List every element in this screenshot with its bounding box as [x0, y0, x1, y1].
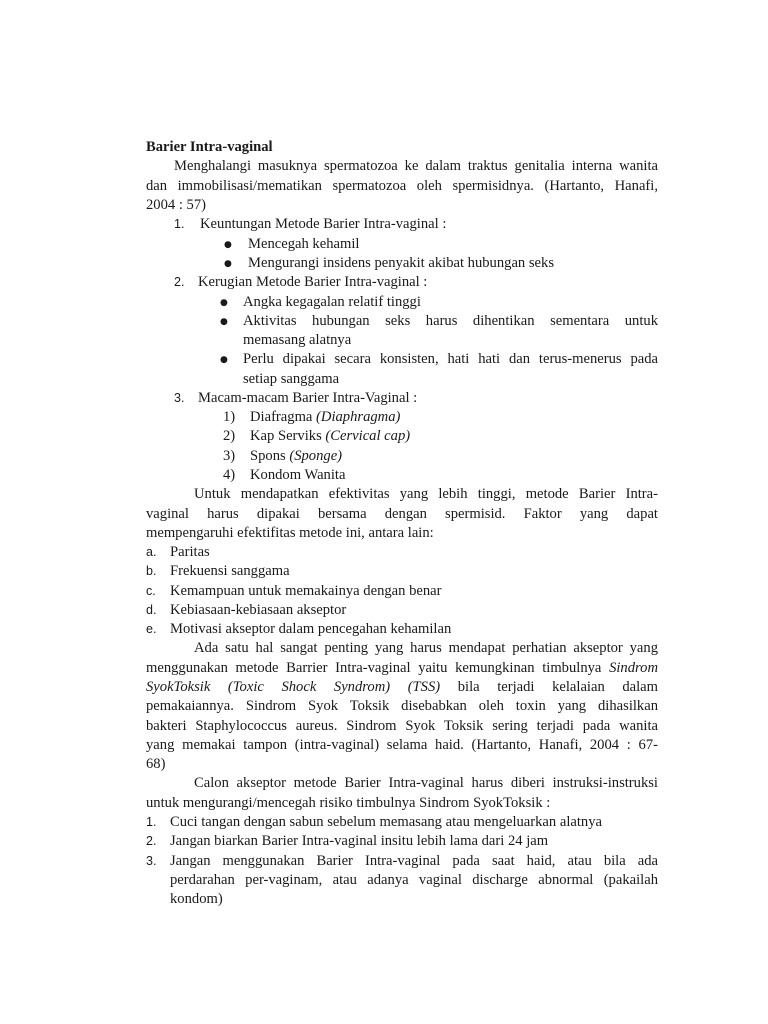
- list-item: Mengurangi insidens penyakit akibat hubungan seks: [248, 255, 555, 271]
- instruction-item-continuation: kondom): [170, 891, 223, 907]
- section2-title: Kerugian Metode Barier Intra-vaginal :: [198, 274, 428, 290]
- instruction-item: Cuci tangan dengan sabun sebelum memasang atau mengeluarkan alatnya: [170, 814, 602, 830]
- factor-item: Paritas: [170, 544, 210, 560]
- instruction-marker: 2.: [146, 834, 157, 848]
- bullet-icon: ●: [220, 355, 228, 365]
- paragraph-line: menggunakan metode Barrier Intra-vaginal yaitu kemungkinan timbulnya Sindrom: [146, 660, 658, 676]
- factor-item: Kemampuan untuk memakainya dengan benar: [170, 583, 442, 599]
- bullet-icon: ●: [224, 240, 232, 250]
- instruction-item-continuation: perdarahan per-vaginam, atau adanya vaginal discharge abnormal (pakailah: [170, 872, 658, 888]
- section3-number: 3.: [174, 391, 185, 405]
- list-item: Aktivitas hubungan seks harus dihentikan sementara untuk: [243, 313, 658, 329]
- heading: Barier Intra-vaginal: [146, 139, 273, 155]
- section2-number: 2.: [174, 275, 185, 289]
- list-item: Angka kegagalan relatif tinggi: [243, 294, 421, 310]
- numbered-item-marker: 2): [223, 428, 236, 444]
- numbered-item: Diafragma (Diaphragma): [250, 409, 401, 425]
- instruction-item: Jangan menggunakan Barier Intra-vaginal pada saat haid, atau bila ada: [170, 853, 658, 869]
- section1-number: 1.: [174, 217, 185, 231]
- factor-marker: a.: [146, 545, 157, 559]
- paragraph-line: bakteri Staphylococcus aureus. Sindrom Syok Toksik sering terjadi pada wanita: [146, 718, 658, 734]
- paragraph-line: 68): [146, 756, 166, 772]
- paragraph-line: yang memakai tampon (intra-vaginal) selama haid. (Hartanto, Hanafi, 2004 : 67-: [146, 737, 658, 753]
- paragraph-line: untuk mengurangi/mencegah risiko timbulnya Sindrom SyokToksik :: [146, 795, 551, 811]
- instruction-marker: 1.: [146, 815, 157, 829]
- list-item-continuation: memasang alatnya: [243, 332, 352, 348]
- paragraph-line: Untuk mendapatkan efektivitas yang lebih tinggi, metode Barier Intra-: [194, 486, 658, 502]
- paragraph-line: vaginal harus dipakai bersama dengan spermisid. Faktor yang dapat: [146, 506, 658, 522]
- paragraph-line: mempengaruhi efektifitas metode ini, antara lain:: [146, 525, 434, 541]
- factor-item: Frekuensi sanggama: [170, 563, 290, 579]
- factor-marker: e.: [146, 622, 157, 636]
- section1-title: Keuntungan Metode Barier Intra-vaginal :: [200, 216, 447, 232]
- instruction-marker: 3.: [146, 854, 157, 868]
- intro-line-2: dan immobilisasi/mematikan spermatozoa oleh spermisidnya. (Hartanto, Hanafi,: [146, 178, 658, 194]
- factor-item: Kebiasaan-kebiasaan akseptor: [170, 602, 347, 618]
- paragraph-line: pemakaiannya. Sindrom Syok Toksik disebabkan oleh toxin yang dihasilkan: [146, 698, 658, 714]
- instruction-item: Jangan biarkan Barier Intra-vaginal insitu lebih lama dari 24 jam: [170, 833, 549, 849]
- bullet-icon: ●: [224, 259, 232, 269]
- numbered-item-marker: 3): [223, 448, 236, 464]
- factor-item: Motivasi akseptor dalam pencegahan kehamilan: [170, 621, 452, 637]
- section3-title: Macam-macam Barier Intra-Vaginal :: [198, 390, 418, 406]
- factor-marker: c.: [146, 584, 156, 598]
- paragraph-line: Calon akseptor metode Barier Intra-vaginal harus diberi instruksi-instruksi: [194, 775, 658, 791]
- list-item: Mencegah kehamil: [248, 236, 360, 252]
- bullet-icon: ●: [220, 317, 228, 327]
- paragraph-line: SyokToksik (Toxic Shock Syndrom) (TSS) bila terjadi kelalaian dalam: [146, 679, 658, 695]
- list-item: Perlu dipakai secara konsisten, hati hati dan terus-menerus pada: [243, 351, 658, 367]
- paragraph-line: Ada satu hal sangat penting yang harus mendapat perhatian akseptor yang: [194, 640, 658, 656]
- intro-line-3: 2004 : 57): [146, 197, 206, 213]
- intro-line-1: Menghalangi masuknya spermatozoa ke dalam traktus genitalia interna wanita: [174, 158, 658, 174]
- numbered-item-marker: 1): [223, 409, 236, 425]
- numbered-item: Spons (Sponge): [250, 448, 343, 464]
- list-item-continuation: setiap sanggama: [243, 371, 340, 387]
- factor-marker: b.: [146, 564, 157, 578]
- numbered-item: Kondom Wanita: [250, 467, 346, 483]
- numbered-item-marker: 4): [223, 467, 236, 483]
- numbered-item: Kap Serviks (Cervical cap): [250, 428, 411, 444]
- factor-marker: d.: [146, 603, 157, 617]
- bullet-icon: ●: [220, 298, 228, 308]
